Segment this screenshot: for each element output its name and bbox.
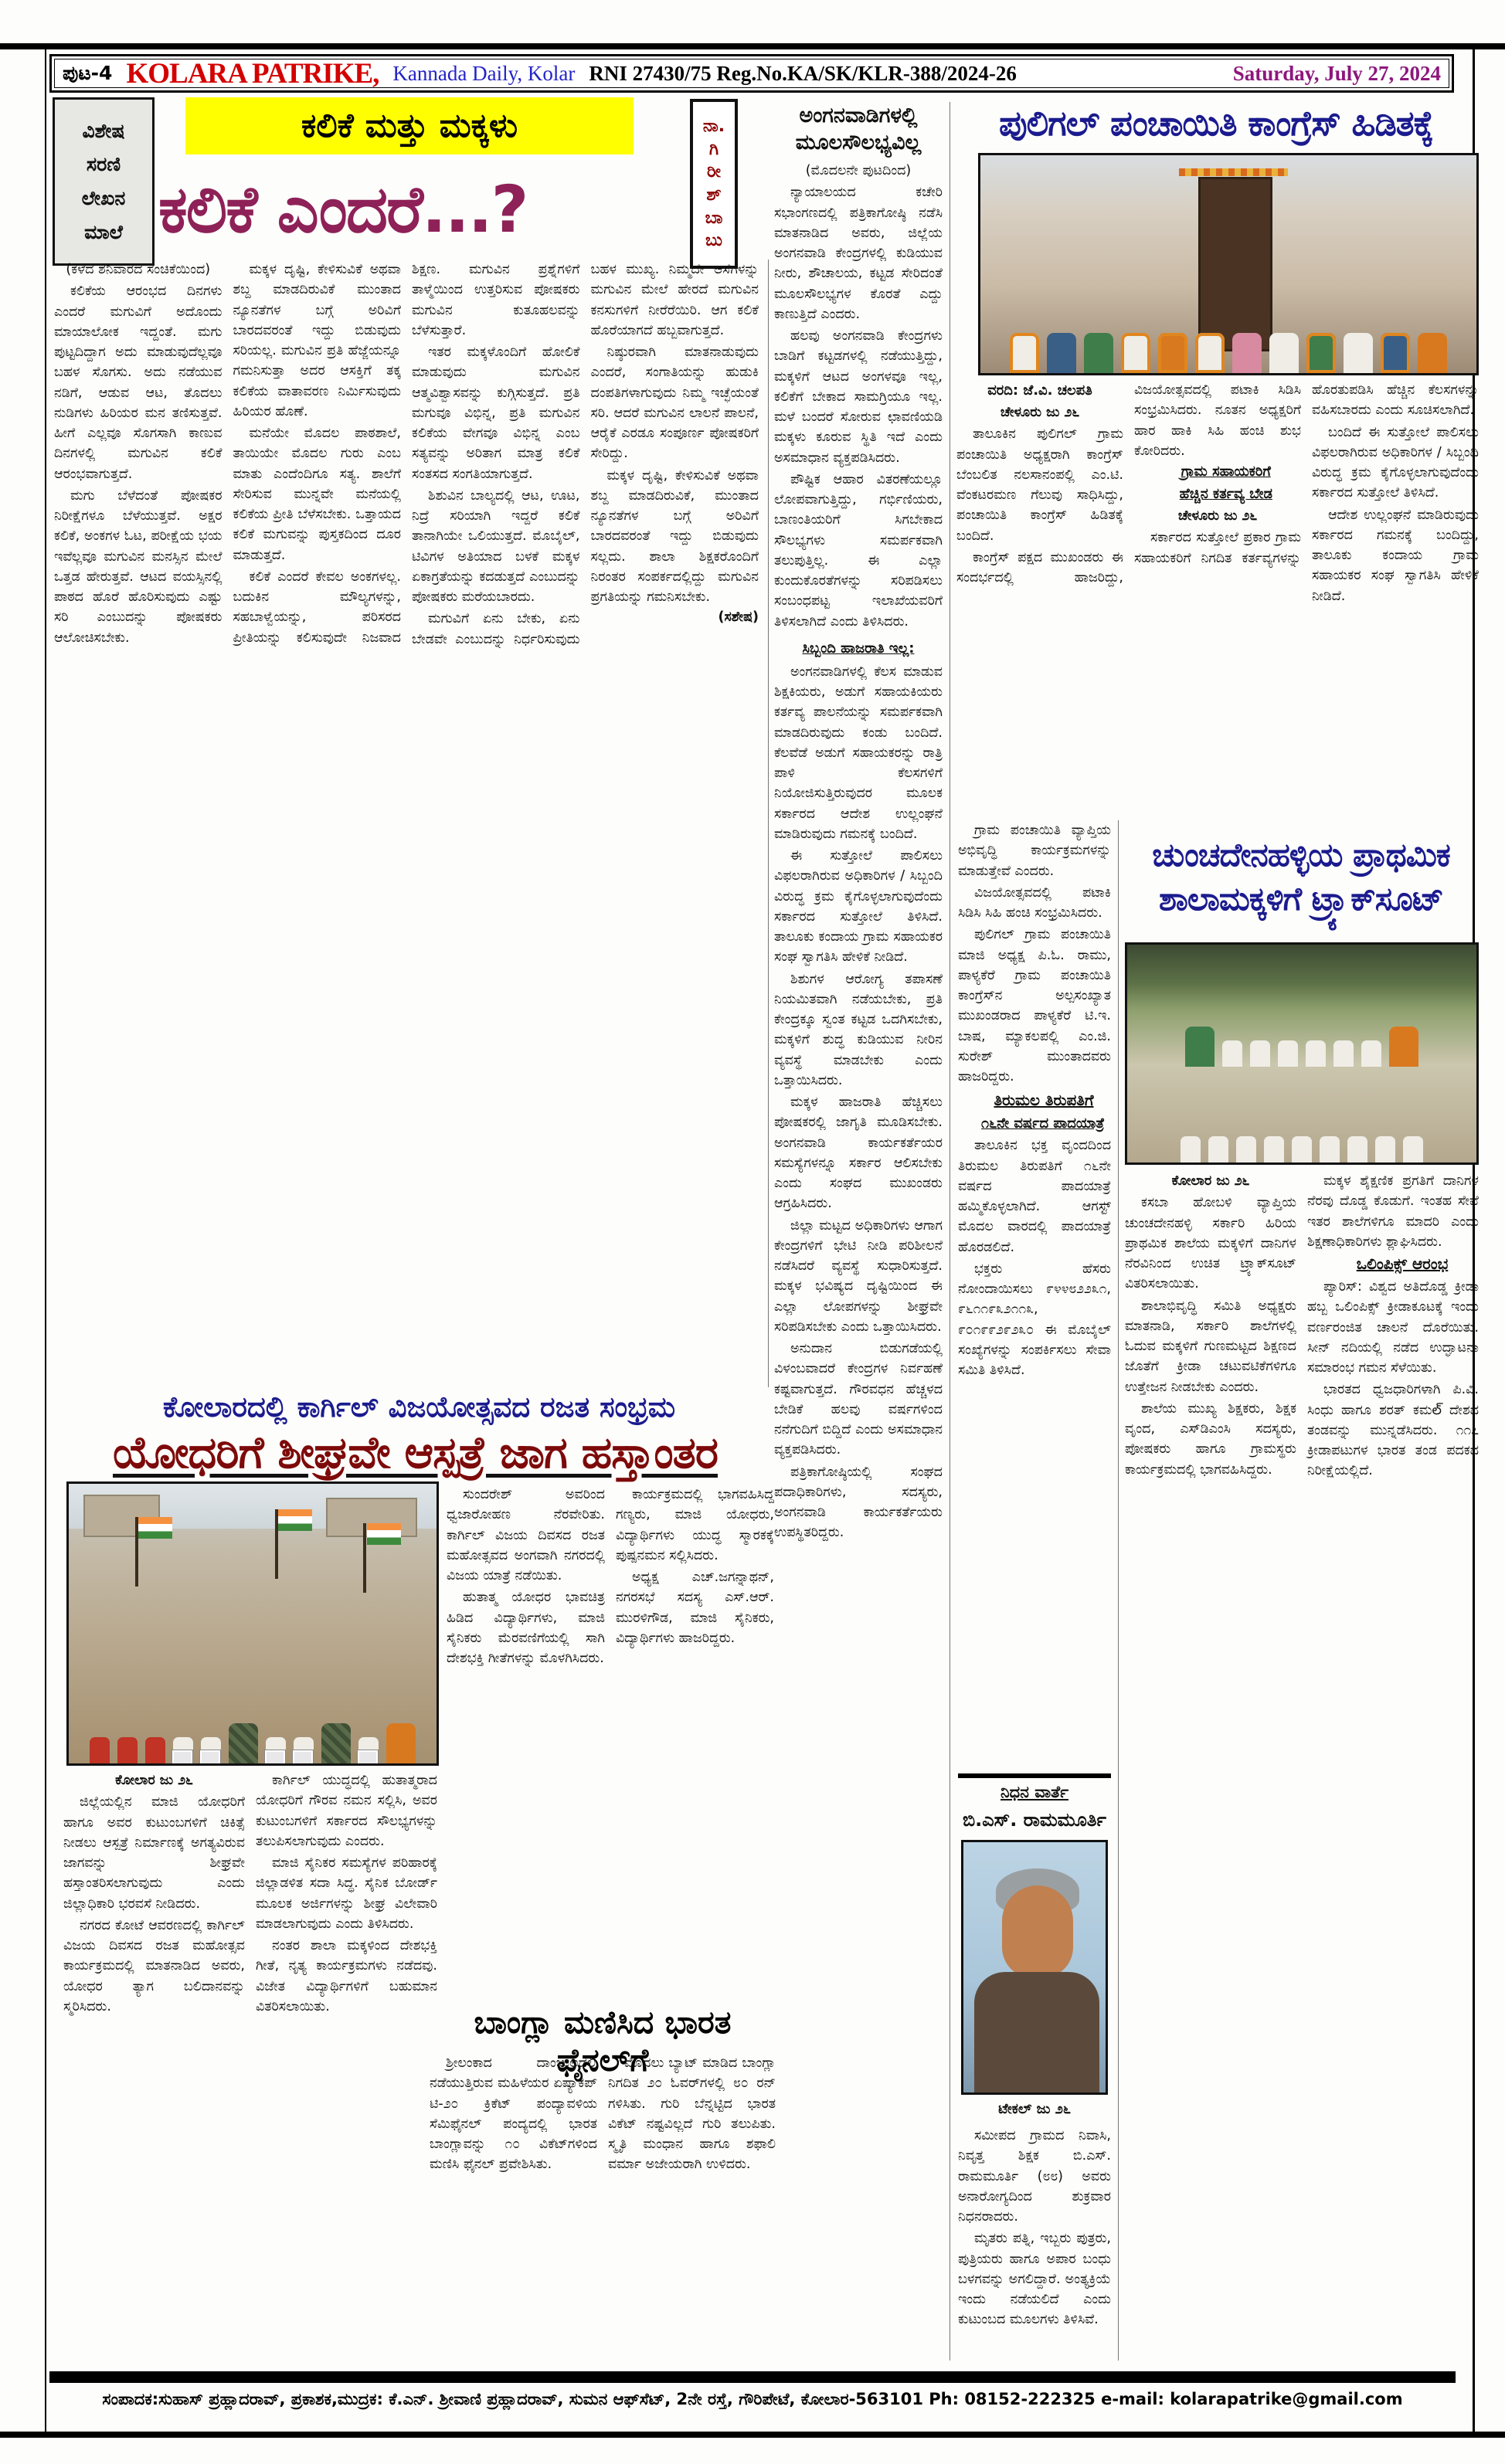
olympics-subhead: ಒಲಿಂಪಿಕ್ಸ್ ಆರಂಭ	[1356, 1254, 1449, 1273]
student-figure	[1345, 1135, 1370, 1162]
paragraph: ಜಿಲ್ಲಾ ಮಟ್ಟದ ಅಧಿಕಾರಿಗಳು ಆಗಾಗ ಕೇಂದ್ರಗಳಿಗೆ ಭೇಟಿ ನೀಡಿ ಪರಿಶೀಲನೆ ನಡೆಸಿದರೆ ವ್ಯವಸ್ಥೆ ಸುಧಾರಿಸುತ್ತದೆ. ಮಕ್ಕಳ ಭವಿಷ್ಯದ ದೃಷ್ಟಿಯಿಂದ ಈ ಎಲ್ಲಾ ಲೋಪಗಳನ್ನು ಶೀಘ್ರವೇ ಸರಿಪಡಿಸಬೇಕು ಎಂದು ಒತ್ತಾಯಿಸಿದರು.	[774, 1217, 943, 1335]
flag-pole	[135, 1517, 138, 1587]
paragraph: ತಾಲೂಕಿನ ಪುಲಿಗಲ್ ಗ್ರಾಮ ಪಂಚಾಯಿತಿ ಅಧ್ಯಕ್ಷರಾಗಿ ಕಾಂಗ್ರೆಸ್ ಬೆಂಬಲಿತ ನಲಸಾನಂಪಲ್ಲಿ ಎಂ.ಟಿ. ವೆಂಕಟರಮಣ ಗೆಲುವು ಸಾಧಿಸಿದ್ದು, ಪಂಚಾಯಿತಿ ಕಾಂಗ್ರೆಸ್ ಹಿಡಿತಕ್ಕೆ ಬಂದಿದೆ.	[956, 426, 1123, 544]
puligal-headline: ಪುಲಿಗಲ್ ಪಂಚಾಯಿತಿ ಕಾಂಗ್ರೆಸ್ ಹಿಡಿತಕ್ಕೆ	[999, 103, 1433, 144]
kargil-paragraphs	[63, 1770, 437, 2018]
people-row	[980, 331, 1476, 373]
person-figure	[1007, 331, 1041, 373]
text-line: ಶ್	[706, 185, 722, 205]
text-line: ಬು	[705, 231, 722, 251]
paragraph: ಈ ಸುತ್ತೋಲೆ ಪಾಲಿಸಲು ವಿಫಲರಾಗಿರುವ ಅಧಿಕಾರಿಗಳ / ಸಿಬ್ಬಂದಿ ವಿರುದ್ಧ ಕ್ರಮ ಕೈಗೊಳ್ಳಲಾಗುವುದೆಂದು ಸರ್ಕಾರದ ಸುತ್ತೋಲೆ ತಿಳಿಸಿದೆ. ತಾಲೂಕು ಕಂದಾಯ ಗ್ರಾಮ ಸಹಾಯಕರ ಸಂಘ ಸ್ವಾಗತಿಸಿ ಹೇಳಿಕೆ ನೀಡಿದೆ.	[774, 848, 943, 966]
substory-dateline: ಚೇಳೂರು ಜು ೨೬	[1177, 508, 1258, 524]
student-with-portrait	[356, 1736, 381, 1763]
person-figure	[1267, 331, 1301, 373]
paragraph: ಭಕ್ತರು ಹೆಸರು ನೋಂದಾಯಿಸಲು ೯೪೪೮೨೨೩೧, ೯೬೧೧೯೩೨೧೧೩, ೯೦೧೯೯೨೯೨೩೦ ಈ ಮೊಬೈಲ್ ಸಂಖ್ಯೆಗಳನ್ನು ಸಂಪರ್ಕಿಸಲು ಸೇವಾ ಸಮಿತಿ ತಿಳಿಸಿದೆ.	[958, 1261, 1111, 1378]
paragraph: ನಗರದ ಕೋಟೆ ಆವರಣದಲ್ಲಿ ಕಾರ್ಗಿಲ್ ವಿಜಯ ದಿವಸದ ರಜತ ಮಹೋತ್ಸವ ಕಾರ್ಯಕ್ರಮದಲ್ಲಿ ಮಾತನಾಡಿದ ಅವರು, ಯೋಧರ ತ್ಯಾಗ ಬಲಿದಾನವನ್ನು ಸ್ಮರಿಸಿದರು.	[63, 1917, 245, 2014]
dateline: ಕೋಲಾರ ಜು ೨೬	[1171, 1173, 1250, 1189]
paragraph: ಮಕ್ಕಳ ದೃಷ್ಟಿ, ಕೇಳಿಸುವಿಕೆ ಅಥವಾ ಶಬ್ದ ಮಾಡದಿರುವಿಕೆ, ಮುಂತಾದ ನ್ಯೂನತೆಗಳ ಬಗ್ಗೆ ಅರಿವಿಗೆ ಬಾರದವರಂತೆ ಇದ್ದು ಬಿಡುವುದು ಸಲ್ಲದು. ಶಾಲಾ ಶಿಕ್ಷಕರೊಂದಿಗೆ ನಿರಂತರ ಸಂಪರ್ಕದಲ್ಲಿದ್ದು ಮಗುವಿನ ಪ್ರಗತಿಯನ್ನು ಗಮನಿಸಬೇಕು.	[590, 467, 759, 605]
person-figure	[1304, 331, 1338, 373]
obituary-portrait-photo	[961, 1840, 1108, 2095]
student-figure	[1401, 1135, 1425, 1162]
anganwadi-headline: ಅಂಗನವಾಡಿಗಳಲ್ಲಿ ಮೂಲಸೌಲಭ್ಯವಿಲ್ಲ	[795, 104, 922, 155]
paragraph: ಪುಲಿಗಲ್ ಗ್ರಾಮ ಪಂಚಾಯಿತಿ ಮಾಜಿ ಅಧ್ಯಕ್ಷ ಪಿ.ಓ. ರಾಮು, ಪಾಳ್ಯಕೆರೆ ಗ್ರಾಮ ಪಂಚಾಯಿತಿ ಕಾಂಗ್ರೆಸ್‌ನ ಅಲ್ಪಸಂಖ್ಯಾತ ಮುಖಂಡರಾದ ಪಾಳ್ಯಕೆರೆ ಟಿ.ಇ. ಬಾಷ, ಮ್ಯಾಕಲಪಲ್ಲಿ ಎಂ.ಜಿ. ಸುರೇಶ್ ಮುಂತಾದವರು ಹಾಜರಿದ್ದರು.	[958, 927, 1111, 1084]
soldier-figure	[226, 1722, 260, 1763]
person-figure	[1119, 331, 1153, 373]
text-line: ಸರಣಿ	[86, 153, 121, 176]
paragraph: ಮನೆಯೇ ಮೊದಲ ಪಾಠಶಾಲೆ, ತಾಯಿಯೇ ಮೊದಲ ಗುರು ಎಂಬ ಮಾತು ಎಂದೆಂದಿಗೂ ಸತ್ಯ. ಶಾಲೆಗೆ ಸೇರಿಸುವ ಮುನ್ನವೇ ಮನೆಯಲ್ಲಿ ಕಲಿಕೆಯ ಪ್ರೀತಿ ಬೆಳೆಸಬೇಕು. ಒತ್ತಾಯದ ಕಲಿಕೆ ಮಗುವನ್ನು ಪುಸ್ತಕದಿಂದ ದೂರ ಮಾಡುತ್ತದೆ.	[233, 426, 401, 563]
lead-article-body	[54, 260, 759, 1389]
tirumala-paragraphs	[958, 1135, 1111, 1380]
paragraph: ಸಮೀಪದ ಗ್ರಾಮದ ನಿವಾಸಿ, ನಿವೃತ್ತ ಶಿಕ್ಷಕ ಬಿ.ಎಸ್. ರಾಮಮೂರ್ತಿ (೮೮) ಅವರು ಅನಾರೋಗ್ಯದಿಂದ ಶುಕ್ರವಾರ ನಿಧನರಾದರು.	[958, 2128, 1111, 2225]
bunting-decoration	[1179, 168, 1288, 176]
paragraph: ಅಂಗನವಾಡಿಗಳಲ್ಲಿ ಕೆಲಸ ಮಾಡುವ ಶಿಕ್ಷಕಿಯರು, ಅಡುಗೆ ಸಹಾಯಕಿಯರು ಕರ್ತವ್ಯ ಪಾಲನೆಯನ್ನು ಸಮರ್ಪಕವಾಗಿ ಮಾಡದಿರುವುದು ಕಂಡು ಬಂದಿದೆ. ಕೆಲವೆಡೆ ಅಡುಗೆ ಸಹಾಯಕರನ್ನು ರಾತ್ರಿ ಪಾಳಿ ಕೆಲಸಗಳಿಗೆ ನಿಯೋಜಿಸುತ್ತಿರುವುದರ ಮೂಲಕ ಸರ್ಕಾರದ ಆದೇಶ ಉಲ್ಲಂಘನೆ ಮಾಡಿರುವುದು ಗಮನಕ್ಕೆ ಬಂದಿದೆ.	[774, 664, 943, 842]
bottom-border-rule	[0, 2432, 1505, 2438]
paragraph: ಸುಂದರೇಶ್ ಅವರಿಂದ ಧ್ವಜಾರೋಹಣ ನೆರವೇರಿತು. ಕಾರ್ಗಿಲ್ ವಿಜಯ ದಿವಸದ ರಜತ ಮಹೋತ್ಸವದ ಅಂಗವಾಗಿ ನಗರದಲ್ಲಿ ವಿಜಯ ಯಾತ್ರೆ ನಡೆಯಿತು.	[447, 1487, 605, 1583]
student-figure	[1248, 1040, 1272, 1067]
student-figure	[1206, 1135, 1231, 1162]
person-figure	[1045, 331, 1079, 373]
martyr-portrait-card	[265, 1750, 285, 1766]
kargil-parade-photo	[66, 1481, 439, 1766]
substory-headline-line1: ಗ್ರಾಮ ಸಹಾಯಕರಿಗೆ	[1181, 463, 1271, 480]
text-line: ನಾ.	[702, 116, 725, 136]
teacher-figure	[1183, 1025, 1217, 1067]
student-figure	[1234, 1135, 1259, 1162]
flag-pole	[363, 1523, 366, 1593]
paragraph: ಕಲಿಕೆ ಎಂದರೆ ಕೇವಲ ಅಂಕಗಳಲ್ಲ. ಬದುಕಿನ ಮೌಲ್ಯಗಳನ್ನು, ಸಹಬಾಳ್ವೆಯನ್ನು, ಪರಿಸರದ ಪ್ರೀತಿಯನ್ನು ಕಲಿಸುವುದೇ ನಿಜವಾದ ಶಿಕ್ಷಣ. ಮಗುವಿನ ಪ್ರಶ್ನೆಗಳಿಗೆ ತಾಳ್ಮೆಯಿಂದ ಉತ್ತರಿಸುವ ಪೋಷಕರು ಮಗುವಿನ ಕುತೂಹಲವನ್ನು ಬೆಳೆಸುತ್ತಾರೆ.	[233, 262, 580, 646]
paragraph: ಭಾರತದ ಧ್ವಜಧಾರಿಗಳಾಗಿ ಪಿ.ವಿ. ಸಿಂಧು ಹಾಗೂ ಶರತ್ ಕಮల్ ದೇಶದ ತಂಡವನ್ನು ಮುನ್ನಡೆಸಿದರು. ೧೧೭ ಕ್ರೀಡಾಪಟುಗಳ ಭಾರತ ತಂಡ ಪದಕದ ನಿರೀಕ್ಷೆಯಲ್ಲಿದೆ.	[1307, 1382, 1479, 1479]
person-figure	[1415, 331, 1449, 373]
paragraph: ವಿಜಯೋತ್ಸವದಲ್ಲಿ ಪಟಾಕಿ ಸಿಡಿಸಿ ಸಿಹಿ ಹಂಚಿ ಸಂಭ್ರಮಿಸಿದರು.	[958, 884, 1111, 921]
paragraph: ಶಾಲೆಯ ಮುಖ್ಯ ಶಿಕ್ಷಕರು, ಶಿಕ್ಷಕ ವೃಂದ, ಎಸ್‌ಡಿಎಂಸಿ ಸದಸ್ಯರು, ಪೋಷಕರು ಹಾಗೂ ಗ್ರಾಮಸ್ಥರು ಕಾರ್ಯಕ್ರಮದಲ್ಲಿ ಭಾಗವಹಿಸಿದ್ದರು.	[1125, 1400, 1296, 1478]
student-figure	[87, 1736, 112, 1763]
tirumala-subhead-line1: ತಿರುಮಲ ತಿರುಪತಿಗೆ	[994, 1091, 1094, 1110]
paragraph: ಹಲವು ಅಂಗನವಾಡಿ ಕೇಂದ್ರಗಳು ಬಾಡಿಗೆ ಕಟ್ಟಡಗಳಲ್ಲಿ ನಡೆಯುತ್ತಿದ್ದು, ಮಕ್ಕಳಿಗೆ ಆಟದ ಅಂಗಳವೂ ಇಲ್ಲ, ಕಲಿಕೆಗೆ ಬೇಕಾದ ಸಾಮಗ್ರಿಯೂ ಇಲ್ಲ. ಮಳೆ ಬಂದರೆ ಸೋರುವ ಛಾವಣಿಯಡಿ ಮಕ್ಕಳು ಕೂರುವ ಸ್ಥಿತಿ ಇದೆ ಎಂದು ಅಸಮಾಧಾನ ವ್ಯಕ್ತಪಡಿಸಿದರು.	[774, 328, 943, 466]
paragraph: ಕಾರ್ಯಕ್ರಮದಲ್ಲಿ ಭಾಗವಹಿಸಿದ್ದ ಗಣ್ಯರು, ಮಾಜಿ ಯೋಧರು, ವಿದ್ಯಾರ್ಥಿಗಳು ಯುದ್ಧ ಸ್ಮಾರಕಕ್ಕೆ ಪುಷ್ಪನಮನ ಸಲ್ಲಿಸಿದರು.	[616, 1487, 774, 1563]
rni-registration: RNI 27430/75 Reg.No.KA/SK/KLR-388/2024-26	[589, 61, 1017, 85]
parade-crowd	[69, 1722, 437, 1763]
tirumala-subhead-line2: ೧೬ನೇ ವರ್ಷದ ಪಾದಯಾತ್ರೆ	[981, 1115, 1105, 1132]
text-line: ಲೇಖನ	[81, 187, 126, 209]
paragraph: ಮೊದಲು ಬ್ಯಾಟ್ ಮಾಡಿದ ಬಾಂಗ್ಲಾ ನಿಗದಿತ ೨೦ ಓವರ್‌ಗಳಲ್ಲಿ ೮೦ ರನ್ ಗಳಿಸಿತು. ಗುರಿ ಬೆನ್ನಟ್ಟಿದ ಭಾರತ ವಿಕೆಟ್ ನಷ್ಟವಿಲ್ಲದೆ ಗುರಿ ತಲುಪಿತು. ಸ್ಮೃತಿ ಮಂಧಾನ ಹಾಗೂ ಶಫಾಲಿ ವರ್ಮಾ ಅಜೇಯರಾಗಿ ಉಳಿದರು.	[608, 2055, 776, 2173]
kargil-kicker: ಕೋಲಾರದಲ್ಲಿ ಕಾರ್ಗಿಲ್ ವಿಜಯೋತ್ಸವದ ರಜತ ಸಂಭ್ರಮ	[162, 1390, 676, 1424]
student-with-portrait	[263, 1736, 288, 1763]
dateline: ಕೋಲಾರ ಜು ೨೬	[115, 1773, 193, 1788]
person-figure	[1378, 331, 1412, 373]
paragraph: ಹುತಾತ್ಮ ಯೋಧರ ಭಾವಚಿತ್ರ ಹಿಡಿದ ವಿದ್ಯಾರ್ಥಿಗಳು, ಮಾಜಿ ಸೈನಿಕರು ಮೆರವಣಿಗೆಯಲ್ಲಿ ಸಾಗಿ ದೇಶಭಕ್ತಿ ಗೀತೆಗಳನ್ನು ಮೊಳಗಿಸಿದರು.	[447, 1590, 605, 1666]
column-continuation	[958, 820, 1111, 1087]
obituary-body	[958, 2126, 1111, 2360]
lead-headline: ಕಲಿಕೆ ಎಂದರೆ...?	[158, 171, 528, 247]
person-figure	[1341, 331, 1375, 373]
paragraph: ಕಲಿಕೆಯ ಆರಂಭದ ದಿನಗಳು ಎಂದರೆ ಮಗುವಿಗೆ ಅದೊಂದು ಮಾಯಾಲೋಕ ಇದ್ದಂತೆ. ಮಗು ಪುಟ್ಟದಿದ್ದಾಗ ಅದು ಮಾಡುವುದೆಲ್ಲವೂ ಬಹಳ ಸೊಗಸು. ಅದು ನಡೆಯುವ ನಡಿಗೆ, ಆಡುವ ಆಟ, ತೊದಲು ನುಡಿಗಳು ಹಿರಿಯರ ಮನ ತಣಿಸುತ್ತವೆ. ಹೀಗೆ ಎಲ್ಲವೂ ಸೊಗಸಾಗಿ ಕಾಣುವ ದಿನಗಳಲ್ಲಿ ಮಗುವಿನ ಕಲಿಕೆ ಆರಂಭವಾಗುತ್ತದೆ.	[54, 283, 223, 482]
paragraph: ಜಿಲ್ಲೆಯಲ್ಲಿನ ಮಾಜಿ ಯೋಧರಿಗೆ ಹಾಗೂ ಅವರ ಕುಟುಂಬಗಳಿಗೆ ಚಿಕಿತ್ಸೆ ನೀಡಲು ಆಸ್ಪತ್ರೆ ನಿರ್ಮಾಣಕ್ಕೆ ಅಗತ್ಯವಿರುವ ಜಾಗವನ್ನು ಶೀಘ್ರವೇ ಹಸ್ತಾಂತರಿಸಲಾಗುವುದು ಎಂದು ಜಿಲ್ಲಾಧಿಕಾರಿ ಭರವಸೆ ನೀಡಿದರು.	[63, 1794, 245, 1912]
back-row-students	[1127, 1025, 1476, 1067]
martyr-portrait-card	[200, 1750, 220, 1766]
obituary-name: ಬಿ.ಎಸ್. ರಾಮಮೂರ್ತಿ	[963, 1809, 1106, 1831]
student-figure	[1317, 1135, 1342, 1162]
text-line: ಗಿ	[708, 139, 719, 159]
india-flag-icon	[367, 1523, 401, 1545]
student-figure	[1303, 1040, 1328, 1067]
bangla-headline: ಬಾಂಗ್ಲಾ ಮಣಿಸಿದ ಭಾರತ ಫೈನಲ್‌ಗೆ	[474, 2004, 732, 2079]
text-line: ವಿಶೇಷ	[82, 119, 125, 142]
footer-rule	[49, 2371, 1456, 2383]
obituary-top-rule	[958, 1773, 1111, 1778]
india-flag-icon	[278, 1509, 312, 1531]
paragraph: ಕಾಂಗ್ರೆಸ್ ಪಕ್ಷದ ಮುಖಂಡರು ಈ ಸಂದರ್ಭದಲ್ಲಿ ಹಾಜರಿದ್ದು, ವಿಜಯೋತ್ಸವದಲ್ಲಿ ಪಟಾಕಿ ಸಿಡಿಸಿ ಸಂಭ್ರಮಿಸಿದರು. ನೂತನ ಅಧ್ಯಕ್ಷರಿಗೆ ಹಾರ ಹಾಕಿ ಸಿಹಿ ಹಂಚಿ ಶುಭ ಕೋರಿದರು.	[956, 382, 1301, 585]
paragraph: ಕಸಬಾ ಹೋಬಳಿ ವ್ಯಾಪ್ತಿಯ ಚುಂಚದೇನಹಳ್ಳಿ ಸರ್ಕಾರಿ ಹಿರಿಯ ಪ್ರಾಥಮಿಕ ಶಾಲೆಯ ಮಕ್ಕಳಿಗೆ ದಾನಿಗಳ ನೆರವಿನಿಂದ ಉಚಿತ ಟ್ರ್ಯಾಕ್‌ಸೂಟ್ ವಿತರಿಸಲಾಯಿತು.	[1125, 1195, 1296, 1292]
text-line: ಬಾ	[705, 208, 723, 228]
left-border-rule	[45, 43, 46, 2438]
martyr-portrait-card	[358, 1750, 378, 1766]
paragraph: ನಂತರ ಶಾಲಾ ಮಕ್ಕಳಿಂದ ದೇಶಭಕ್ತಿ ಗೀತೆ, ನೃತ್ಯ ಕಾರ್ಯಕ್ರಮಗಳು ನಡೆದವು. ವಿಜೇತ ವಿದ್ಯಾರ್ಥಿಗಳಿಗೆ ಬಹುಮಾನ ವಿತರಿಸಲಾಯಿತು.	[256, 1938, 437, 2014]
tirumala-column	[958, 820, 1111, 1772]
person-figure	[1156, 331, 1190, 373]
student-with-portrait	[171, 1736, 195, 1763]
paragraph: ಶ್ರೀಲಂಕಾದ ದಾಂಬುಲದಲ್ಲಿ ನಡೆಯುತ್ತಿರುವ ಮಹಿಳೆಯರ ಏಷ್ಯಾಕಪ್ ಟಿ-೨೦ ಕ್ರಿಕೆಟ್ ಪಂದ್ಯಾವಳಿಯ ಸೆಮಿಫೈನಲ್ ಪಂದ್ಯದಲ್ಲಿ ಭಾರತ ಬಾಂಗ್ಲಾವನ್ನು ೧೦ ವಿಕೆಟ್‌ಗಳಿಂದ ಮಣಿಸಿ ಫೈನಲ್ ಪ್ರವೇಶಿಸಿತು.	[430, 2055, 597, 2173]
paragraph: ಅಧ್ಯಕ್ಷ ಎಚ್.ಜಗನ್ನಾಥನ್, ನಗರಸಭೆ ಸದಸ್ಯ ಎಸ್.ಆರ್. ಮುರಳಿಗೌಡ, ಮಾಜಿ ಸೈನಿಕರು, ವಿದ್ಯಾರ್ಥಿಗಳು ಹಾಜರಿದ್ದರು.	[616, 1570, 774, 1646]
paragraph: ಮಕ್ಕಳ ದೃಷ್ಟಿ, ಕೇಳಿಸುವಿಕೆ ಅಥವಾ ಶಬ್ದ ಮಾಡದಿರುವಿಕೆ ಮುಂತಾದ ನ್ಯೂನತೆಗಳ ಬಗ್ಗೆ ಅರಿವಿಗೆ ಬಾರದವರಂತೆ ಇದ್ದು ಬಿಡುವುದು ಸರಿಯಲ್ಲ. ಮಗುವಿನ ಪ್ರತಿ ಹೆಜ್ಜೆಯನ್ನೂ ಗಮನಿಸುತ್ತಾ ಅದರ ಆಸಕ್ತಿಗೆ ತಕ್ಕ ಕಲಿಕೆಯ ವಾತಾವರಣ ನಿರ್ಮಿಸುವುದು ಹಿರಿಯರ ಹೊಣೆ.	[233, 262, 401, 419]
paragraph: ಇತರ ಮಕ್ಕಳೊಂದಿಗೆ ಹೋಲಿಕೆ ಮಾಡುವುದು ಮಗುವಿನ ಆತ್ಮವಿಶ್ವಾಸವನ್ನು ಕುಗ್ಗಿಸುತ್ತದೆ. ಪ್ರತಿ ಮಗುವೂ ವಿಭಿನ್ನ, ಪ್ರತಿ ಮಗುವಿನ ಕಲಿಕೆಯ ವೇಗವೂ ವಿಭಿನ್ನ ಎಂಬ ಸತ್ಯವನ್ನು ಅರಿತಾಗ ಮಾತ್ರ ಕಲಿಕೆ ಸಂತಸದ ಸಂಗತಿಯಾಗುತ್ತದೆ.	[412, 344, 580, 482]
teacher-figure	[384, 1722, 418, 1763]
substory-headline-line2: ಹೆಚ್ಚಿನ ಕರ್ತವ್ಯ ಬೇಡ	[1179, 486, 1272, 502]
obituary-section-head: ನಿಧನ ವಾರ್ತೆ	[1001, 1783, 1068, 1801]
edition-date: Saturday, July 27, 2024	[1232, 61, 1441, 85]
continued-from-page1: (ಮೊದಲನೇ ಪುಟದಿಂದ)	[805, 163, 912, 179]
paragraph: ಮಗುವಿಗೆ ಏನು ಬೇಕು, ಏನು ಬೇಡವೇ ಎಂಬುದನ್ನು ನಿರ್ಧರಿಸುವುದು ಬಹಳ ಮುಖ್ಯ. ನಿಮ್ಮದೇ ಆಸೆಗಳನ್ನು ಮಗುವಿನ ಮೇಲೆ ಹೇರದೆ ಮಗುವಿನ ಕನಸುಗಳಿಗೆ ನೀರೆರೆಯಿರಿ. ಆಗ ಕಲಿಕೆ ಹೊರೆಯಾಗದೆ ಹಬ್ಬವಾಗುತ್ತದೆ.	[412, 262, 759, 647]
paragraph: ನಿಷ್ಠುರವಾಗಿ ಮಾತನಾಡುವುದು ಎಂದರೆ, ಸಂಗಾತಿಯನ್ನು ಹುಡುಕಿ ದಂಪತಿಗಳಾಗುವುದು ನಿಮ್ಮ ಇಚ್ಛೆಯಂತೆ ಸರಿ. ಆದರೆ ಮಗುವಿನ ಲಾಲನೆ ಪಾಲನೆ, ಆರೈಕೆ ಎರಡೂ ಸಂಪೂರ್ಣ ಪೋಷಕರಿಗೆ ಸೇರಿದ್ದು.	[590, 344, 759, 462]
tracksuit-group-photo	[1125, 942, 1479, 1165]
building-door	[1198, 177, 1272, 351]
person-figure	[1082, 331, 1116, 373]
kargil-body-bottom	[63, 1770, 437, 2362]
lead-strap: ಕಲಿಕೆ ಮತ್ತು ಮಕ್ಕಳು	[185, 97, 634, 154]
paragraph: ನ್ಯಾಯಾಲಯದ ಕಚೇರಿ ಸಭಾಂಗಣದಲ್ಲಿ ಪತ್ರಿಕಾಗೋಷ್ಠಿ ನಡೆಸಿ ಮಾತನಾಡಿದ ಅವರು, ಜಿಲ್ಲೆಯ ಅಂಗನವಾಡಿ ಕೇಂದ್ರಗಳಲ್ಲಿ ಕುಡಿಯುವ ನೀರು, ಶೌಚಾಲಯ, ಕಟ್ಟಡ ಸೇರಿದಂತೆ ಮೂಲಸೌಲಭ್ಯಗಳ ಕೊರತೆ ಎದ್ದು ಕಾಣುತ್ತಿದೆ ಎಂದರು.	[774, 185, 943, 322]
student-figure	[1289, 1135, 1314, 1162]
tracksuit-body	[1125, 1171, 1479, 2360]
paragraph: ಮೃತರು ಪತ್ನಿ, ಇಬ್ಬರು ಪುತ್ರರು, ಪುತ್ರಿಯರು ಹಾಗೂ ಅಪಾರ ಬಂಧು ಬಳಗವನ್ನು ಅಗಲಿದ್ದಾರೆ. ಅಂತ್ಯಕ್ರಿಯೆ ಇಂದು ನಡೆಯಲಿದೆ ಎಂದು ಕುಟುಂಬದ ಮೂಲಗಳು ತಿಳಿಸಿವೆ.	[958, 2231, 1111, 2328]
obituary-dateline: ಟೇಕಲ್ ಜು ೨೬	[998, 2101, 1071, 2117]
anganwadi-subhead: ಸಿಬ್ಬಂದಿ ಹಾಜರಾತಿ ಇಲ್ಲ:	[802, 640, 915, 657]
student-figure	[1262, 1135, 1286, 1162]
student-with-portrait	[199, 1736, 223, 1763]
student-figure	[115, 1736, 140, 1763]
page-number: ಪುಟ-4	[63, 62, 113, 84]
to-be-continued: (ಸಶೇಷ)	[718, 609, 759, 626]
photo-credit: ವರದಿ: ಜೆ.ವಿ. ಚಲಪತಿ	[987, 382, 1092, 399]
author-vertical-box	[690, 99, 738, 269]
imprint-line: ಸಂಪಾದಕ:ಸುಹಾಸ್ ಪ್ರಹ್ಲಾದರಾವ್, ಪ್ರಕಾಶಕ,ಮುದ್ರಕ: ಕೆ.ಎನ್. ಶ್ರೀವಾಣಿ ಪ್ರಹ್ಲಾದರಾವ್, ಸುಮನ ಆಫ್‌ಸೆಟ್, 2ನೇ ರಸ್ತೆ, ಗೌರಿಪೇಟೆ, ಕೋಲಾರ-563101 Ph: 08152-222325 e-mail: kolarapatrike@gmail.com	[102, 2390, 1403, 2408]
teacher-figure	[1387, 1025, 1421, 1067]
tracksuit-headline	[1123, 817, 1479, 938]
flag-pole	[275, 1509, 278, 1579]
paragraph: ಶಿಶುಗಳ ಆರೋಗ್ಯ ತಪಾಸಣೆ ನಿಯಮಿತವಾಗಿ ನಡೆಯಬೇಕು, ಪ್ರತಿ ಕೇಂದ್ರಕ್ಕೂ ಸ್ವಂತ ಕಟ್ಟಡ ಒದಗಿಸಬೇಕು, ಮಕ್ಕಳಿಗೆ ಶುದ್ಧ ಕುಡಿಯುವ ನೀರಿನ ವ್ಯವಸ್ಥೆ ಮಾಡಬೇಕು ಎಂದು ಒತ್ತಾಯಿಸಿದರು.	[774, 971, 943, 1088]
front-row-students	[1127, 1135, 1476, 1162]
paragraph: ಬಂದಿದೆ ಈ ಸುತ್ತೋಲೆ ಪಾಲಿಸಲು ವಿಫಲರಾಗಿರುವ ಅಧಿಕಾರಿಗಳ / ಸಿಬ್ಬಂದಿ ವಿರುದ್ಧ ಕ್ರಮ ಕೈಗೊಳ್ಳಲಾಗುವುದೆಂದು ಸರ್ಕಾರದ ಸುತ್ತೋಲೆ ತಿಳಿಸಿದೆ.	[1312, 424, 1479, 501]
anganwadi-body-top	[774, 182, 943, 632]
column-divider	[768, 260, 769, 1387]
continued-note: (ಕಳೆದ ಶನಿವಾರದ ಸಂಚಿಕೆಯಿಂದ)	[66, 262, 211, 277]
student-figure	[1373, 1135, 1398, 1162]
martyr-portrait-card	[172, 1750, 192, 1766]
puligal-group-photo	[978, 153, 1479, 375]
tracksuit-headline-text: ಚುಂಚದೇನಹಳ್ಳಿಯ ಪ್ರಾಥಮಿಕ ಶಾಲಾಮಕ್ಕಳಿಗೆ ಟ್ರ್ಯಾಕ್‌ಸೂಟ್	[1152, 836, 1450, 918]
paragraph: ಮಗು ಬೆಳೆದಂತೆ ಪೋಷಕರ ನಿರೀಕ್ಷೆಗಳೂ ಬೆಳೆಯುತ್ತವೆ. ಅಕ್ಷರ ಕಲಿಕೆ, ಅಂಕಗಳ ಓಟ, ಪರೀಕ್ಷೆಯ ಭಯ ಇವೆಲ್ಲವೂ ಮಗುವಿನ ಮನಸ್ಸಿನ ಮೇಲೆ ಒತ್ತಡ ಹೇರುತ್ತವೆ. ಆಟದ ವಯಸ್ಸಿನಲ್ಲಿ ಪಾಠದ ಹೊರೆ ಹೊರಿಸುವುದು ಎಷ್ಟು ಸರಿ ಎಂಬುದನ್ನು ಪೋಷಕರು ಆಲೋಚಿಸಬೇಕು.	[54, 487, 223, 646]
paragraph: ಪೌಷ್ಟಿಕ ಆಹಾರ ವಿತರಣೆಯಲ್ಲೂ ಲೋಪವಾಗುತ್ತಿದ್ದು, ಗರ್ಭಿಣಿಯರು, ಬಾಣಂತಿಯರಿಗೆ ಸಿಗಬೇಕಾದ ಸೌಲಭ್ಯಗಳು ಸಮರ್ಪಕವಾಗಿ ತಲುಪುತ್ತಿಲ್ಲ. ಈ ಎಲ್ಲಾ ಕುಂದುಕೊರತೆಗಳನ್ನು ಸರಿಪಡಿಸಲು ಸಂಬಂಧಪಟ್ಟ ಇಲಾಖೆಯವರಿಗೆ ತಿಳಿಸಲಾಗಿದೆ ಎಂದು ತಿಳಿಸಿದರು.	[774, 471, 943, 630]
paragraph: ಶಿಶುವಿನ ಬಾಲ್ಯದಲ್ಲಿ ಆಟ, ಊಟ, ನಿದ್ರೆ ಸರಿಯಾಗಿ ಇದ್ದರೆ ಕಲಿಕೆ ತಾನಾಗಿಯೇ ಒಲಿಯುತ್ತದೆ. ಮೊಬೈಲ್, ಟಿವಿಗಳ ಅತಿಯಾದ ಬಳಕೆ ಮಕ್ಕಳ ಏಕಾಗ್ರತೆಯನ್ನು ಕದಡುತ್ತದೆ ಎಂಬುದನ್ನು ಪೋಷಕರು ಮರೆಯಬಾರದು.	[412, 487, 580, 605]
paragraph: ಮಕ್ಕಳ ಶೈಕ್ಷಣಿಕ ಪ್ರಗತಿಗೆ ದಾನಿಗಳ ನೆರವು ದೊಡ್ಡ ಕೊಡುಗೆ. ಇಂತಹ ಸೇವೆ ಇತರ ಶಾಲೆಗಳಿಗೂ ಮಾದರಿ ಎಂದು ಶಿಕ್ಷಣಾಧಿಕಾರಿಗಳು ಶ್ಲಾಘಿಸಿದರು.	[1307, 1173, 1479, 1250]
masthead-bar	[49, 54, 1454, 93]
portrait-face	[1002, 1885, 1073, 1978]
anganwadi-article	[774, 102, 943, 2360]
newspaper-subtitle: Kannada Daily, Kolar	[392, 61, 576, 85]
olympics-paragraphs	[1307, 1277, 1479, 1481]
column-divider	[1118, 820, 1119, 2360]
lead-paragraphs	[54, 260, 759, 650]
kargil-body-right	[447, 1485, 774, 1997]
top-border-rule	[0, 43, 1505, 49]
paragraph: ಶಾಲಾಭಿವೃದ್ಧಿ ಸಮಿತಿ ಅಧ್ಯಕ್ಷರು ಮಾತನಾಡಿ, ಸರ್ಕಾರಿ ಶಾಲೆಗಳಲ್ಲಿ ಓದುವ ಮಕ್ಕಳಿಗೆ ಗುಣಮಟ್ಟದ ಶಿಕ್ಷಣದ ಜೊತೆಗೆ ಕ್ರೀಡಾ ಚಟುವಟಿಕೆಗಳಿಗೂ ಉತ್ತೇಜನ ನೀಡಬೇಕು ಎಂದರು.	[1125, 1298, 1296, 1395]
paragraph: ಆದೇಶ ಉಲ್ಲಂಘನೆ ಮಾಡಿರುವುದು ಸರ್ಕಾರದ ಗಮನಕ್ಕೆ ಬಂದಿದ್ದು, ತಾಲೂಕು ಕಂದಾಯ ಗ್ರಾಮ ಸಹಾಯಕರ ಸಂಘ ಸ್ವಾಗತಿಸಿ ಹೇಳಿಕೆ ನೀಡಿದೆ.	[1312, 507, 1479, 604]
portrait-shoulders	[974, 1972, 1099, 2095]
paragraph: ತಾಲೂಕಿನ ಭಕ್ತ ವೃಂದದಿಂದ ತಿರುಮಲ ತಿರುಪತಿಗೆ ೧೬ನೇ ವರ್ಷದ ಪಾದಯಾತ್ರೆ ಹಮ್ಮಿಕೊಳ್ಳಲಾಗಿದೆ. ಆಗಸ್ಟ್ ಮೊದಲ ವಾರದಲ್ಲಿ ಪಾದಯಾತ್ರೆ ಹೊರಡಲಿದೆ.	[958, 1138, 1111, 1255]
soldier-figure	[319, 1722, 353, 1763]
paragraph: ಕಾರ್ಗಿಲ್ ಯುದ್ಧದಲ್ಲಿ ಹುತಾತ್ಮರಾದ ಯೋಧರಿಗೆ ಗೌರವ ನಮನ ಸಲ್ಲಿಸಿ, ಅವರ ಕುಟುಂಬಗಳಿಗೆ ಸರ್ಕಾರದ ಸೌಲಭ್ಯಗಳನ್ನು ತಲುಪಿಸಲಾಗುವುದು ಎಂದರು.	[256, 1773, 437, 1849]
person-figure	[1193, 331, 1227, 373]
puligal-article-body	[956, 380, 1479, 814]
series-label-box	[53, 97, 155, 266]
student-figure	[1220, 1040, 1245, 1067]
paragraph: ಗ್ರಾಮ ಪಂಚಾಯಿತಿ ವ್ಯಾಪ್ತಿಯ ಅಭಿವೃದ್ಧಿ ಕಾರ್ಯಕ್ರಮಗಳನ್ನು ಮಾಡುತ್ತೇವೆ ಎಂದರು.	[958, 823, 1111, 879]
student-figure	[1359, 1040, 1384, 1067]
student-figure	[1178, 1135, 1203, 1162]
text-line: ರೀ	[707, 162, 721, 182]
india-flag-icon	[138, 1517, 172, 1539]
bangla-body	[430, 2053, 776, 2362]
student-figure	[1331, 1040, 1356, 1067]
paragraph: ಪತ್ರಿಕಾಗೋಷ್ಠಿಯಲ್ಲಿ ಸಂಘದ ಪದಾಧಿಕಾರಿಗಳು, ಸದಸ್ಯರು, ಅಂಗನವಾಡಿ ಕಾರ್ಯಕರ್ತೆಯರು ಉಪಸ್ಥಿತರಿದ್ದರು.	[774, 1464, 943, 1541]
student-with-portrait	[291, 1736, 316, 1763]
paragraph: ಮಕ್ಕಳ ಹಾಜರಾತಿ ಹೆಚ್ಚಿಸಲು ಪೋಷಕರಲ್ಲಿ ಜಾಗೃತಿ ಮೂಡಿಸಬೇಕು. ಅಂಗನವಾಡಿ ಕಾರ್ಯಕರ್ತೆಯರ ಸಮಸ್ಯೆಗಳನ್ನೂ ಸರ್ಕಾರ ಆಲಿಸಬೇಕು ಎಂದು ಸಂಘದ ಮುಖಂಡರು ಆಗ್ರಹಿಸಿದರು.	[774, 1095, 943, 1212]
paragraph: ಮಾಜಿ ಸೈನಿಕರ ಸಮಸ್ಯೆಗಳ ಪರಿಹಾರಕ್ಕೆ ಜಿಲ್ಲಾಡಳಿತ ಸದಾ ಸಿದ್ಧ. ಸೈನಿಕ ಬೋರ್ಡ್ ಮೂಲಕ ಅರ್ಜಿಗಳನ್ನು ಶೀಘ್ರ ವಿಲೇವಾರಿ ಮಾಡಲಾಗುವುದು ಎಂದು ತಿಳಿಸಿದರು.	[256, 1855, 437, 1932]
paragraph: ಅನುದಾನ ಬಿಡುಗಡೆಯಲ್ಲಿ ವಿಳಂಬವಾದರೆ ಕೇಂದ್ರಗಳ ನಿರ್ವಹಣೆ ಕಷ್ಟವಾಗುತ್ತದೆ. ಗೌರವಧನ ಹೆಚ್ಚಳದ ಬೇಡಿಕೆ ಹಲವು ವರ್ಷಗಳಿಂದ ನನೆಗುದಿಗೆ ಬಿದ್ದಿದೆ ಎಂದು ಅಸಮಾಧಾನ ವ್ಯಕ್ತಪಡಿಸಿದರು.	[774, 1341, 943, 1458]
person-figure	[1230, 331, 1264, 373]
student-figure	[143, 1736, 168, 1763]
text-line: ಮಾಲೆ	[84, 220, 123, 243]
dateline: ಚೇಳೂರು ಜು ೨೬	[1000, 405, 1080, 420]
martyr-portrait-card	[293, 1750, 313, 1766]
student-figure	[1276, 1040, 1300, 1067]
anganwadi-body-bottom	[774, 662, 943, 1543]
paragraph: ಪ್ಯಾರಿಸ್: ವಿಶ್ವದ ಅತಿದೊಡ್ಡ ಕ್ರೀಡಾ ಹಬ್ಬ ಒಲಿಂಪಿಕ್ಸ್ ಕ್ರೀಡಾಕೂಟಕ್ಕೆ ಇಂದು ವರ್ಣರಂಜಿತ ಚಾಲನೆ ದೊರೆಯಿತು. ಸೀನ್ ನದಿಯಲ್ಲಿ ನಡೆದ ಉದ್ಘಾಟನಾ ಸಮಾರಂಭ ಗಮನ ಸೆಳೆಯಿತು.	[1307, 1279, 1479, 1376]
newspaper-title: KOLARA PATRIKE,	[126, 57, 379, 90]
kargil-headline: ಯೋಧರಿಗೆ ಶೀಘ್ರವೇ ಆಸ್ಪತ್ರೆ ಜಾಗ ಹಸ್ತಾಂತರ	[113, 1427, 718, 1478]
paragraph: ಸರ್ಕಾರದ ಸುತ್ತೋಲೆ ಪ್ರಕಾರ ಗ್ರಾಮ ಸಹಾಯಕರಿಗೆ ನಿಗದಿತ ಕರ್ತವ್ಯಗಳನ್ನು ಹೊರತುಪಡಿಸಿ ಹೆಚ್ಚಿನ ಕೆಲಸಗಳನ್ನು ವಹಿಸಬಾರದು ಎಂದು ಸೂಚಿಸಲಾಗಿದೆ.	[1134, 382, 1479, 566]
